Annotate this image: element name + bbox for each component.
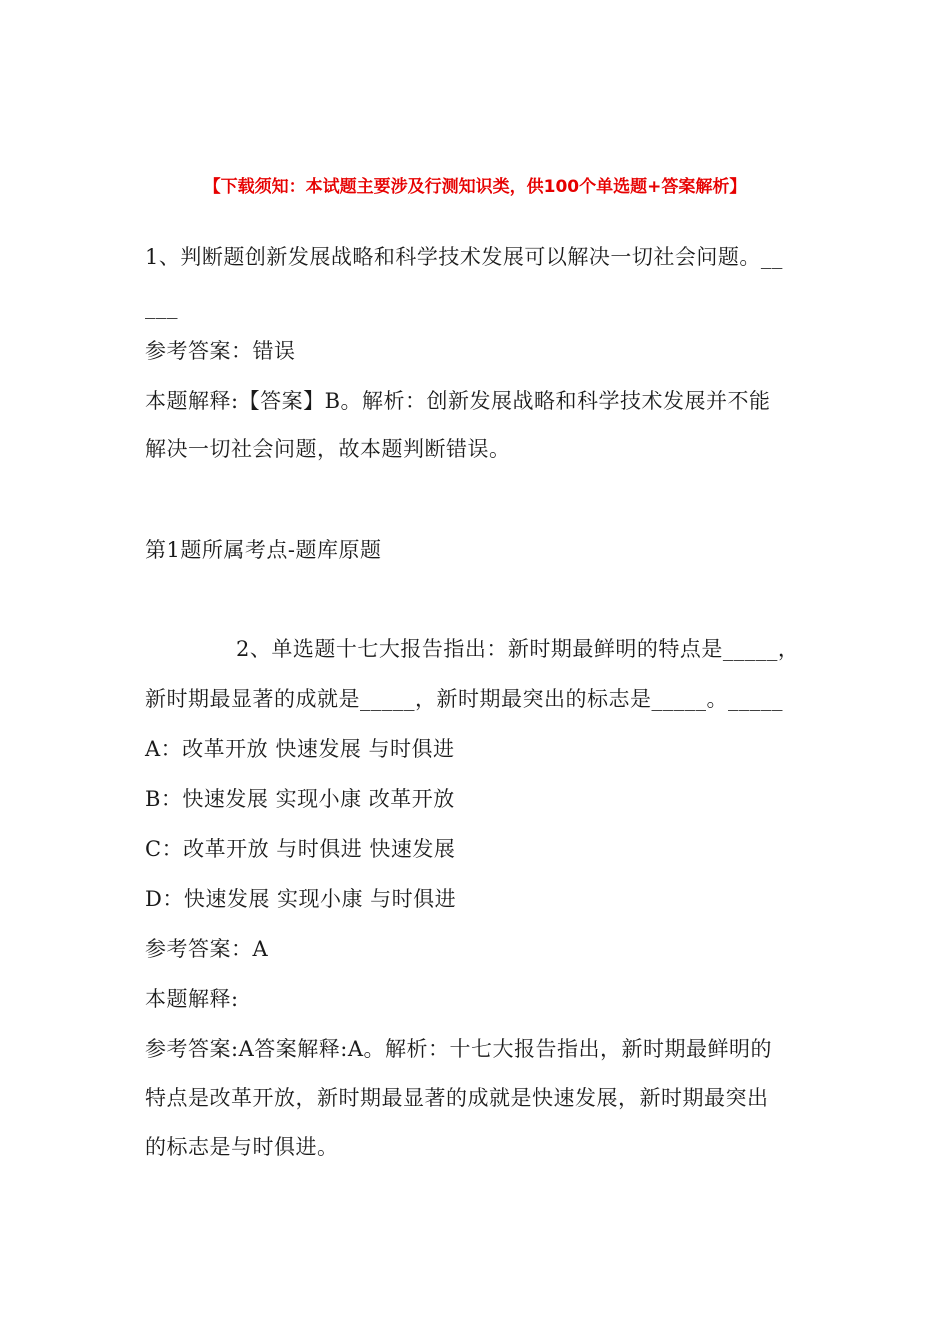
question-2-explanation: 参考答案:A答案解释:A。解析：十七大报告指出，新时期最鲜明的 — [145, 1037, 772, 1061]
question-1-topic: 第1题所属考点-题库原题 — [145, 538, 382, 562]
question-1-text: 1、判断题创新发展战略和科学技术发展可以解决一切社会问题。__ — [145, 245, 783, 269]
question-1-answer: 参考答案：错误 — [145, 339, 296, 363]
question-2-option-b: B：快速发展 实现小康 改革开放 — [145, 787, 455, 811]
question-2-text-cont: 新时期最显著的成就是_____，新时期最突出的标志是_____。_____ — [145, 687, 783, 711]
question-2-option-d: D：快速发展 实现小康 与时俱进 — [145, 887, 457, 911]
question-2-option-a: A：改革开放 快速发展 与时俱进 — [145, 737, 455, 761]
question-1-explanation-cont: 解决一切社会问题，故本题判断错误。 — [145, 437, 511, 461]
question-2-explanation-cont: 特点是改革开放，新时期最显著的成就是快速发展，新时期最突出 — [145, 1086, 769, 1110]
question-2-option-c: C：改革开放 与时俱进 快速发展 — [145, 837, 456, 861]
question-2-answer: 参考答案：A — [145, 937, 269, 961]
question-1-explanation: 本题解释:【答案】B。解析：创新发展战略和科学技术发展并不能 — [145, 389, 771, 413]
download-notice: 【下载须知：本试题主要涉及行测知识类，供100个单选题+答案解析】 — [203, 177, 747, 197]
question-2-explanation-end: 的标志是与时俱进。 — [145, 1135, 339, 1159]
question-2-text: 2、单选题十七大报告指出：新时期最鲜明的特点是_____， — [236, 637, 800, 661]
question-2-explanation-label: 本题解释: — [145, 987, 239, 1011]
question-1-blank: ___ — [145, 295, 178, 319]
